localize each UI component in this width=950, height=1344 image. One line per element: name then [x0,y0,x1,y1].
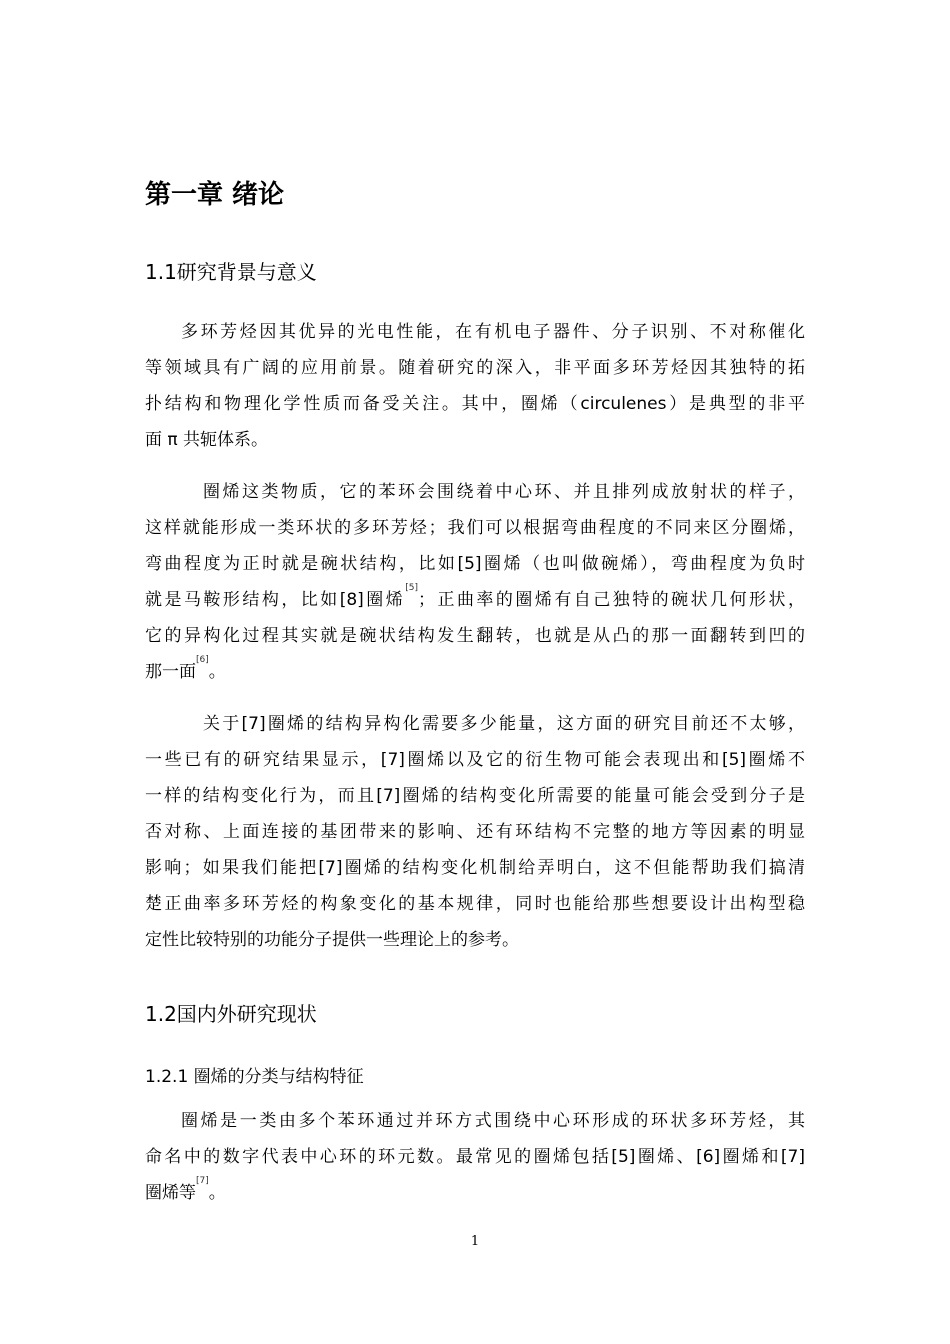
text-run: 圈烯等 [145,1183,196,1203]
section-heading-1-2: 1.2国内外研究现状 [145,1002,317,1026]
paragraph-line: 定性比较特别的功能分子提供一些理论上的参考。 [145,930,519,950]
paragraph-1 [145,314,805,458]
section-heading-1-1: 1.1研究背景与意义 [145,260,317,284]
paragraph-line [145,654,805,690]
citation-ref-6: [6] [196,655,209,665]
paragraph-line: 楚正曲率多环芳烃的构象变化的基本规律，同时也能给那些想要设计出构型稳 [145,894,805,914]
paragraph-line: 等领域具有广阔的应用前景。随着研究的深入，非平面多环芳烃因其独特的拓 [145,358,805,378]
text-run: 那一面 [145,662,196,682]
paragraph-line: 命名中的数字代表中心环的环元数。最常见的圈烯包括[5]圈烯、[6]圈烯和[7] [145,1147,805,1167]
paragraph-line: 多环芳烃因其优异的光电性能，在有机电子器件、分子识别、不对称催化 [181,322,805,342]
paragraph-line [145,1175,805,1211]
paragraph-line: 一样的结构变化行为，而且[7]圈烯的结构变化所需要的能量可能会受到分子是 [145,786,805,806]
page-number: 1 [470,1234,480,1249]
paragraph-line [145,582,805,618]
text-run: ；正曲率的圈烯有自己独特的碗状几何形状， [418,590,805,610]
paragraph-line: 影响；如果我们能把[7]圈烯的结构变化机制给弄明白，这不但能帮助我们搞清 [145,858,805,878]
paragraph-line: 关于[7]圈烯的结构异构化需要多少能量，这方面的研究目前还不太够， [203,714,805,734]
paragraph-line: 一些已有的研究结果显示，[7]圈烯以及它的衍生物可能会表现出和[5]圈烯不 [145,750,805,770]
citation-ref-5: [5] [405,583,418,593]
paragraph-line: 否对称、上面连接的基团带来的影响、还有环结构不完整的地方等因素的明显 [145,822,805,842]
citation-ref-7: [7] [196,1176,209,1186]
paragraph-line: 弯曲程度为正时就是碗状结构，比如[5]圈烯（也叫做碗烯），弯曲程度为负时 [145,554,805,574]
paragraph-line: 圈烯这类物质，它的苯环会围绕着中心环、并且排列成放射状的样子， [203,482,805,502]
text-run: 。 [208,1183,226,1203]
chapter-title: 第一章 绪论 [145,180,285,210]
paragraph-3 [145,706,805,958]
text-run: 就是马鞍形结构，比如[8]圈烯 [145,590,406,610]
text-run: 。 [208,662,226,682]
paragraph-line: 圈烯是一类由多个苯环通过并环方式围绕中心环形成的环状多环芳烃，其 [181,1111,805,1131]
paragraph-line: 它的异构化过程其实就是碗状结构发生翻转，也就是从凸的那一面翻转到凹的 [145,626,805,646]
paragraph-4 [145,1103,805,1211]
subsection-heading-1-2-1: 1.2.1 圈烯的分类与结构特征 [145,1067,364,1087]
paragraph-line: 这样就能形成一类环状的多环芳烃；我们可以根据弯曲程度的不同来区分圈烯， [145,518,805,538]
paragraph-line: 面 π 共轭体系。 [145,430,269,450]
paragraph-line: 扑结构和物理化学性质而备受关注。其中，圈烯（circulenes）是典型的非平 [145,394,805,414]
paragraph-2 [145,474,805,690]
